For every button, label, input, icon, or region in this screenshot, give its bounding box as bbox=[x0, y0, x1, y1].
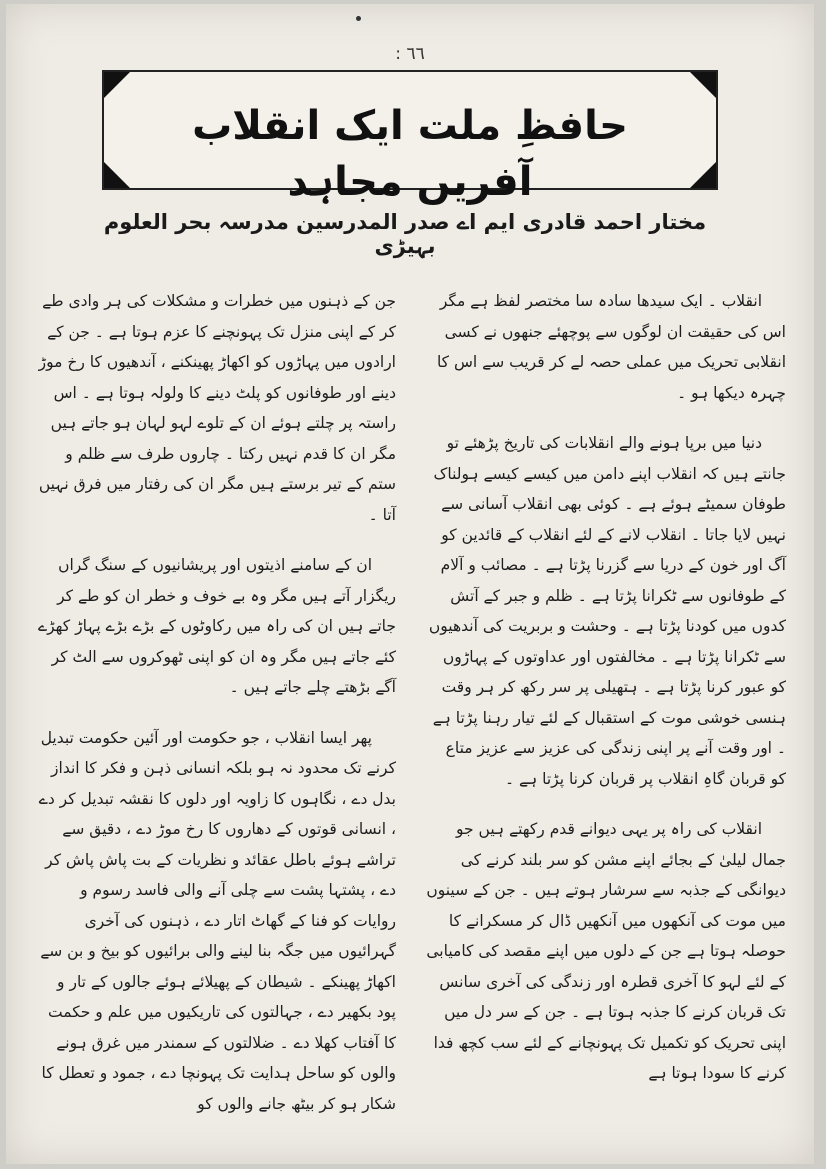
paragraph: پھر ایسا انقلاب ، جو حکومت اور آئین حکومت تبدیل کرنے تک محدود نہ ہو بلکہ انسانی ذہن و فکر کا انداز بدل دے ، نگاہوں کا زاویہ اور دلوں کا نقشہ تبدیل کر دے ، انسانی قوتوں کے دھاروں کا رخ موڑ دے ، دقیق سے تراشے ہوئے باطل عقائد و نظریات کے بت پاش پاش کر دے ، پشتہا پشت سے چلی آنے والی فاسد رسوم و روایات کو فنا کے گھاٹ اتار دے ، ذہنوں کی آخری گہرائیوں میں جگہ بنا لینے والی برائیوں کو بیخ و بن سے اکھاڑ پھینکے ۔ شیطان کے پھیلائے ہوئے جالوں کے تار و پود بکھیر دے ، جہالتوں کی تاریکیوں میں علم و حکمت کا آفتاب کھلا دے ۔ ضلالتوں کے سمندر میں غرق ہونے والوں کو ساحل ہدایت تک پہونچا دے ، جمود و تعطل کا شکار ہو کر بیٹھ جانے والوں کو bbox=[38, 728, 396, 1113]
paragraph: انقلاب کی راہ پر یہی دیوانے قدم رکھتے ہیں جو جمال لیلیٰ کے بجائے اپنے مشن کو سر بلند کرنے کی دیوانگی کے جذبہ سے سرشار ہوتے ہیں ۔ جن کے سینوں میں موت کی آنکھوں میں آنکھیں ڈال کر مسکرانے کا حوصلہ ہوتا ہے جن کے دلوں میں اپنے مقصد کی کامیابی کے لئے لہو کا آخری قطرہ اور زندگی کی آخری سانس تک قربان کرنے کا جذبہ ہوتا ہے ۔ جن کے سر دل میں اپنی تحریک کو تکمیل تک پہونچانے کے لئے سب کچھ فدا کرنے کا سودا ہوتا ہے bbox=[426, 820, 786, 1082]
title-frame bbox=[102, 70, 718, 205]
paragraph: جن کے ذہنوں میں خطرات و مشکلات کی ہر وادی طے کر کے اپنی منزل تک پہونچنے کا عزم ہوتا ہے ۔ جن کے ارادوں میں پہاڑوں کو اکھاڑ پھینکنے ، آندھیوں کا رخ موڑ دینے اور طوفانوں کو پلٹ دینے کا ولولہ ہوتا ہے ۔ اس راستہ پر چلتے ہوئے ان کے تلوے لہو لہان ہو جاتے ہیں مگر ان کا قدم نہیں رکتا ۔ چاروں طرف سے ظلم و ستم کے تیر برستے ہیں مگر ان کی رفتار میں فرق نہیں آتا ۔ bbox=[38, 292, 396, 524]
frame-corner-ornament bbox=[690, 72, 716, 98]
article-title: حافظِ ملت ایک انقلاب آفریں مجاہد bbox=[192, 103, 628, 205]
author-byline: مختار احمد قادری ایم اے صدر المدرسین مدرسہ بحر العلوم بہیڑی bbox=[103, 210, 707, 258]
printing-dot bbox=[356, 16, 361, 21]
text-column-right bbox=[426, 286, 786, 1109]
paragraph: دنیا میں برپا ہونے والے انقلابات کی تاریخ پڑھئے تو جانتے ہیں کہ انقلاب اپنے دامن میں کیسے کیسے ہولناک طوفان سمیٹے ہوئے ہے ۔ کوئی بھی انقلاب آسانی سے نہیں لایا جاتا ۔ انقلاب لانے کے لئے انقلاب کے قائدین کو آگ اور خون کے دریا سے گزرنا پڑتا ہے ۔ مصائب و آلام کے طوفانوں سے ٹکرانا پڑتا ہے ۔ ظلم و جبر کے آتش کدوں میں کودنا پڑتا ہے ۔ وحشت و بربریت کی آندھیوں سے ٹکرانا پڑتا ہے ۔ مخالفتوں اور عداوتوں کے پہاڑوں کو عبور کرنا پڑتا ہے ۔ ہتھیلی پر سر رکھ کر ہر وقت ہنسی خوشی موت کے استقبال کے لئے تیار رہنا پڑتا ہے ۔ اور وقت آنے پر اپنی زندگی کی عزیز سے عزیز متاع کو قربان گاہِ انقلاب پر قربان کرنا پڑتا ہے ۔ bbox=[428, 434, 786, 788]
frame-corner-ornament bbox=[104, 162, 130, 188]
paragraph: انقلاب ۔ ایک سیدھا سادہ سا مختصر لفظ ہے مگر اس کی حقیقت ان لوگوں سے پوچھئے جنھوں نے کسی انقلابی تحریک میں عملی حصہ لے کر قریب سے اس کا چہرہ دیکھا ہو ۔ bbox=[436, 292, 786, 402]
page-number: : ٦٦ bbox=[395, 44, 425, 64]
paragraph: ان کے سامنے اذیتوں اور پریشانیوں کے سنگ گراں ریگزار آتے ہیں مگر وہ بے خوف و خطر ان کو طے کر جاتے ہیں ان کی راہ میں رکاوٹوں کے بڑے بڑے پہاڑ کھڑے کئے جاتے ہیں مگر وہ ان کو اپنی ٹھوکروں سے الٹ کر آگے بڑھتے چلے جاتے ہیں ۔ bbox=[38, 556, 396, 696]
document-page bbox=[6, 4, 814, 1164]
text-column-left bbox=[36, 286, 396, 1139]
frame-corner-ornament bbox=[690, 162, 716, 188]
frame-corner-ornament bbox=[104, 72, 130, 98]
